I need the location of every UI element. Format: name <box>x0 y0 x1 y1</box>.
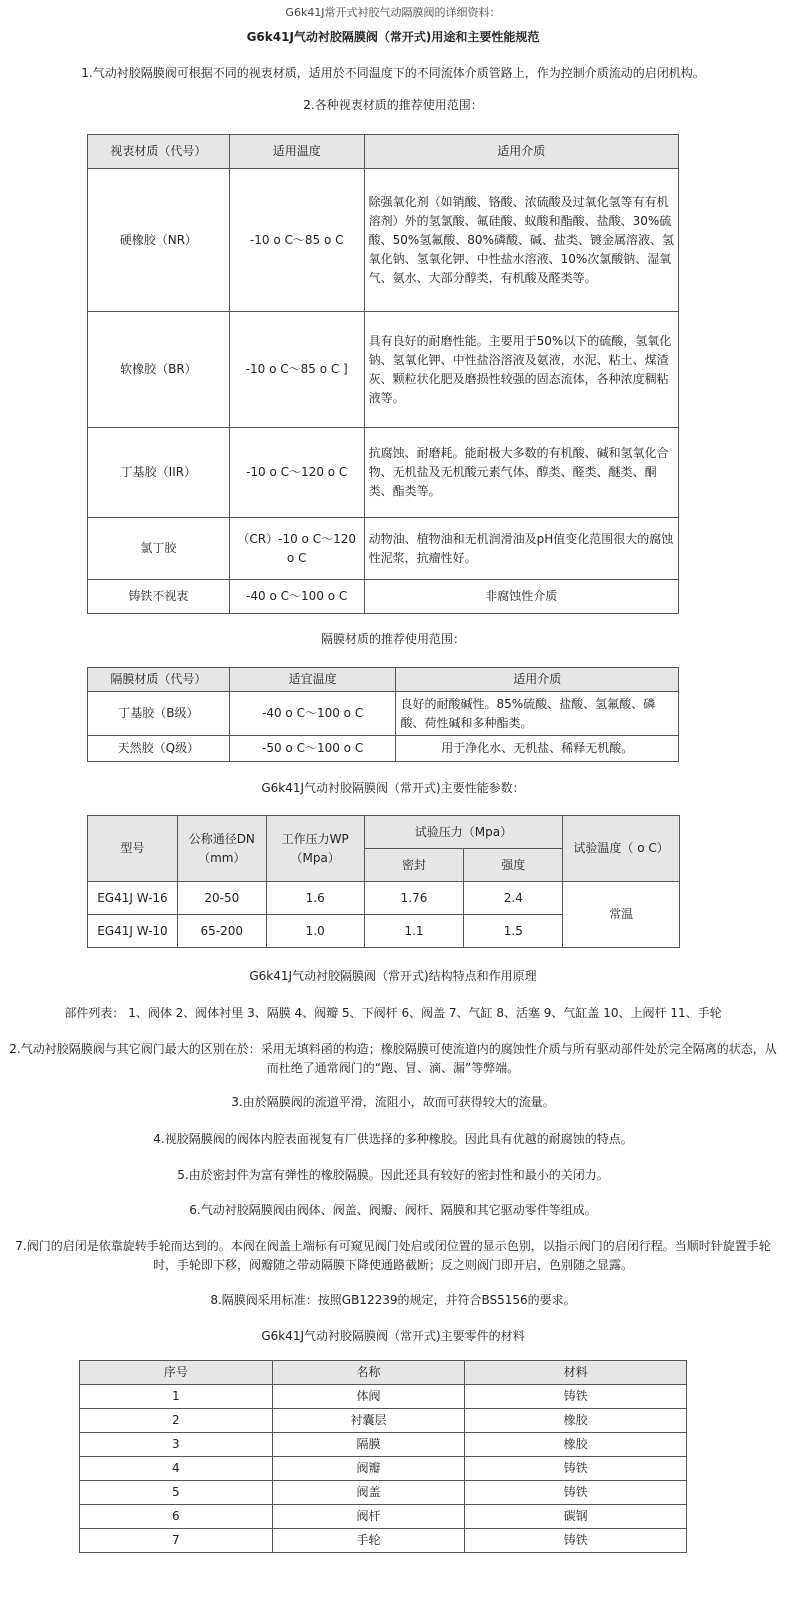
part-material: 橡胶 <box>465 1409 687 1433</box>
strength-value: 1.5 <box>464 915 563 948</box>
column-header: 适用温度 <box>229 135 364 169</box>
diaphragm-medium: 良好的耐酸碱性。85%硫酸、盐酸、氢氟酸、磷酸、荷性碱和多种酯类。 <box>396 692 679 736</box>
parts-materials-table <box>79 1360 687 1553</box>
part-number: 2 <box>80 1409 273 1433</box>
lining-material: 氯丁胶 <box>88 518 230 580</box>
page-header: G6k41J常开式衬胶气动隔膜阀的详细资料： <box>285 6 501 19</box>
section1-point2: 2.各种视衷材质的推荐使用范围： <box>303 98 483 112</box>
column-header: 适用介质 <box>396 668 679 692</box>
part-number: 4 <box>80 1457 273 1481</box>
part-material: 碳钢 <box>465 1505 687 1529</box>
lining-medium: 非腐蚀性介质 <box>364 580 678 614</box>
structure-point-2: 2.气动衬胶隔膜阀与其它阀门最大的区别在於：采用无填料函的构造；橡胶隔膜可使流道内的腐蚀性介质与所有驱动部件处於完全隔离的状态，从而杜绝了通常阀门的“跑、冒、滴、漏”等弊端。 <box>9 1042 777 1075</box>
lining-temperature: -10 o C～85 o C <box>229 169 364 312</box>
part-number: 7 <box>80 1529 273 1553</box>
column-header: 隔膜材质（代号） <box>88 668 230 692</box>
column-header: 名称 <box>272 1361 465 1385</box>
lining-temperature: （CR）-10 o C～120 o C <box>229 518 364 580</box>
section1-title: G6k41J气动衬胶隔膜阀（常开式)用途和主要性能规范 <box>246 30 540 44</box>
diaphragm-temperature: -40 o C～100 o C <box>229 692 396 736</box>
part-number: 1 <box>80 1385 273 1409</box>
structure-point-6: 6.气动衬胶隔膜阀由阀体、阀盖、阀瓣、阀杆、隔膜和其它驱动零件等组成。 <box>189 1203 597 1217</box>
dn-value: 20-50 <box>177 882 266 915</box>
part-number: 6 <box>80 1505 273 1529</box>
structure-point-5: 5.由於密封件为富有弹性的橡胶隔膜。因此还具有较好的密封性和最小的关闭力。 <box>177 1168 609 1182</box>
dn-value: 65-200 <box>177 915 266 948</box>
lining-temperature: -10 o C～120 o C <box>229 428 364 518</box>
column-header: 材料 <box>465 1361 687 1385</box>
lining-temperature: -10 o C～85 o C ] <box>229 312 364 428</box>
diaphragm-medium: 用于净化水、无机盐、稀释无机酸。 <box>396 736 679 762</box>
part-name: 隔膜 <box>272 1433 465 1457</box>
part-name: 手轮 <box>272 1529 465 1553</box>
performance-params-table <box>87 815 680 948</box>
lining-material-table <box>87 134 679 614</box>
diaphragm-material-table <box>87 667 679 762</box>
part-name: 阀盖 <box>272 1481 465 1505</box>
column-header: 适用介质 <box>364 135 678 169</box>
lining-medium: 除强氧化剂（如销酸、铬酸、浓硫酸及过氧化氢等有有机溶剂）外的氢氯酸、氟硅酸、蚁酸和酯酸、盐酸、30%硫酸、50%氢氟酸、80%磷酸、碱、盐类、镀金属溶液、氢氧化钠、氢氧化钾、中性盐水溶液、10%次氯酸钠、湿氧气、氨水、大部分醇类，有机酸及醛类等。 <box>364 169 678 312</box>
lining-medium: 抗腐蚀、耐磨耗。能耐极大多数的有机酸、碱和氢氧化合物、无机盐及无机酸元素气体、醇类、醛类、醚类、酮类、酯类等。 <box>364 428 678 518</box>
column-header: 序号 <box>80 1361 273 1385</box>
lining-material: 软橡胶（BR） <box>88 312 230 428</box>
header-test-temperature: 试验温度（ o C） <box>563 816 680 882</box>
lining-material: 丁基胶（IIR） <box>88 428 230 518</box>
header-nominal-diameter: 公称通径DN（mm） <box>177 816 266 882</box>
lining-temperature: -40 o C～100 o C <box>229 580 364 614</box>
part-material: 铸铁 <box>465 1385 687 1409</box>
diaphragm-material: 天然胶（Q级） <box>88 736 230 762</box>
part-number: 3 <box>80 1433 273 1457</box>
structure-point-8: 8.隔膜阀采用标准：按照GB12239的规定，并符合BS5156的要求。 <box>210 1293 576 1307</box>
structure-point-7: 7.阀门的启闭是依靠旋转手轮而达到的。本阀在阀盖上端标有可窥见阀门处启或闭位置的显示色别，以指示阀门的启闭行程。当顺时针旋置手轮时，手轮即下移，阀瓣随之带动隔膜下降使通路截断；反之则阀门即开启，色别随之显露。 <box>15 1239 771 1272</box>
part-name: 衬囊层 <box>272 1409 465 1433</box>
diaphragm-material: 丁基胶（B级） <box>88 692 230 736</box>
structure-title: G6k41J气动衬胶隔膜阀（常开式)结构特点和作用原理 <box>249 969 537 983</box>
diaphragm-temperature: -50 o C～100 o C <box>229 736 396 762</box>
params-title: G6k41J气动衬胶隔膜阀（常开式)主要性能参数： <box>261 781 525 795</box>
part-number: 5 <box>80 1481 273 1505</box>
lining-medium: 动物油、植物油和无机润滑油及pH值变化范围很大的腐蚀性泥浆，抗瘤性好。 <box>364 518 678 580</box>
seal-value: 1.76 <box>364 882 464 915</box>
test-temperature-value: 常温 <box>563 882 680 948</box>
lining-material: 铸铁不视衷 <box>88 580 230 614</box>
model-value: EG41J W-16 <box>88 882 178 915</box>
materials-title: G6k41J气动衬胶隔膜阀（常开式)主要零件的材料 <box>261 1329 525 1343</box>
header-test-pressure: 试验压力（Mpa） <box>364 816 563 849</box>
header-seal: 密封 <box>364 849 464 882</box>
model-value: EG41J W-10 <box>88 915 178 948</box>
part-name: 阀杆 <box>272 1505 465 1529</box>
strength-value: 2.4 <box>464 882 563 915</box>
structure-point-4: 4.视胶隔膜阀的阀体内腔表面视复有厂供选择的多种橡胶。因此具有优越的耐腐蚀的特点。 <box>153 1132 633 1146</box>
seal-value: 1.1 <box>364 915 464 948</box>
part-material: 铸铁 <box>465 1457 687 1481</box>
wp-value: 1.0 <box>266 915 364 948</box>
header-model: 型号 <box>88 816 178 882</box>
part-name: 体阀 <box>272 1385 465 1409</box>
parts-list: 部件列表： 1、阀体 2、阀体衬里 3、隔膜 4、阀瓣 5、下阀杆 6、阀盖 7、气缸 8、活塞 9、气缸盖 10、上阀杆 11、手轮 <box>64 1006 722 1020</box>
part-material: 铸铁 <box>465 1529 687 1553</box>
header-working-pressure: 工作压力WP（Mpa） <box>266 816 364 882</box>
section1-point1: 1.气动衬胶隔膜阀可根据不同的视衷材质，适用於不同温度下的不同流体介质管路上，作为控制介质流动的启闭机构。 <box>81 66 705 80</box>
structure-point-3: 3.由於隔膜阀的流道平滑，流阻小，故而可获得较大的流量。 <box>231 1095 555 1109</box>
lining-medium: 具有良好的耐磨性能。主要用于50%以下的硫酸，氢氧化钠、氢氧化钾、中性盐浴溶液及氨液，水泥、粘土、煤渣灰、颗粒状化肥及磨损性较强的固态流体，各种浓度稠粘液等。 <box>364 312 678 428</box>
diaphragm-title: 隔膜材质的推荐使用范围： <box>320 632 465 646</box>
part-material: 铸铁 <box>465 1481 687 1505</box>
part-name: 阀瓣 <box>272 1457 465 1481</box>
column-header: 视衷材质（代号） <box>88 135 230 169</box>
header-strength: 强度 <box>464 849 563 882</box>
part-material: 橡胶 <box>465 1433 687 1457</box>
wp-value: 1.6 <box>266 882 364 915</box>
column-header: 适宜温度 <box>229 668 396 692</box>
lining-material: 硬橡胶（NR） <box>88 169 230 312</box>
